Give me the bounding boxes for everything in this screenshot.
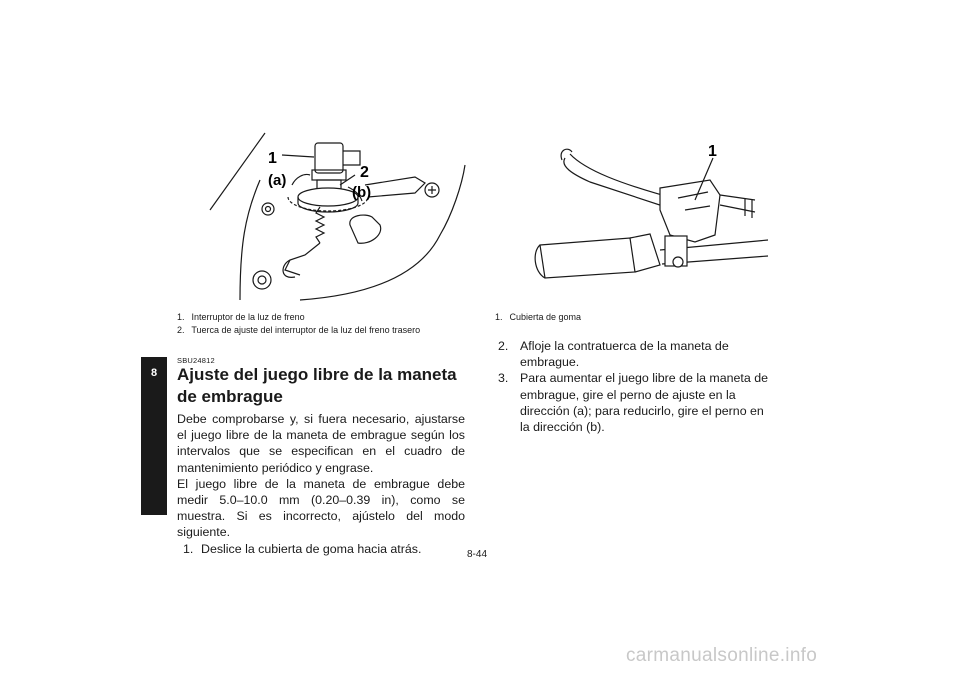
caption-item: 1. Cubierta de goma: [495, 312, 582, 322]
paragraph: El juego libre de la maneta de embrague debe medir 5.0–10.0 mm (0.20–0.39 in), como se muestra. Si es incorrecto, ajústelo del modo siguiente.: [177, 476, 465, 540]
chapter-tab: 8: [141, 357, 167, 515]
step-item: 2. Afloje la contratuerca de la maneta de embrague.: [498, 339, 729, 370]
steps-continued: [498, 338, 776, 435]
figure-caption-right: [495, 311, 795, 324]
step-item: 3. Para aumentar el juego libre de la maneta de embrague, gire el perno de ajuste en la dirección (a); para reducirlo, gire el perno en la dirección (b).: [498, 371, 768, 435]
callout-2-left: 2: [360, 164, 369, 181]
callout-b: (b): [352, 184, 372, 201]
section-title: Ajuste del juego libre de la maneta de embrague: [177, 365, 457, 406]
page-number: 8-44: [467, 549, 488, 560]
paragraph: Debe comprobarse y, si fuera necesario, ajustarse el juego libre de la maneta de embrague según los intervalos que se especifican en el cuadro de mantenimiento periódico y engrase.: [177, 412, 465, 475]
callout-1-right: 1: [708, 143, 717, 160]
caption-item: 1. Interruptor de la luz de freno: [177, 312, 305, 322]
callout-1-left: 1: [268, 150, 277, 167]
watermark: carmanualsonline.info: [626, 645, 818, 666]
figure-brake-light-switch: [200, 125, 470, 305]
step-item: 1. Deslice la cubierta de goma hacia atrás.: [183, 541, 422, 556]
callout-a: (a): [268, 172, 287, 189]
figure-caption-left: [177, 311, 477, 337]
section-code: SBU24812: [177, 356, 215, 365]
section-body: [177, 411, 465, 557]
figure-clutch-lever: [510, 140, 780, 290]
caption-item: 2. Tuerca de ajuste del interruptor de la luz del freno trasero: [177, 325, 421, 335]
